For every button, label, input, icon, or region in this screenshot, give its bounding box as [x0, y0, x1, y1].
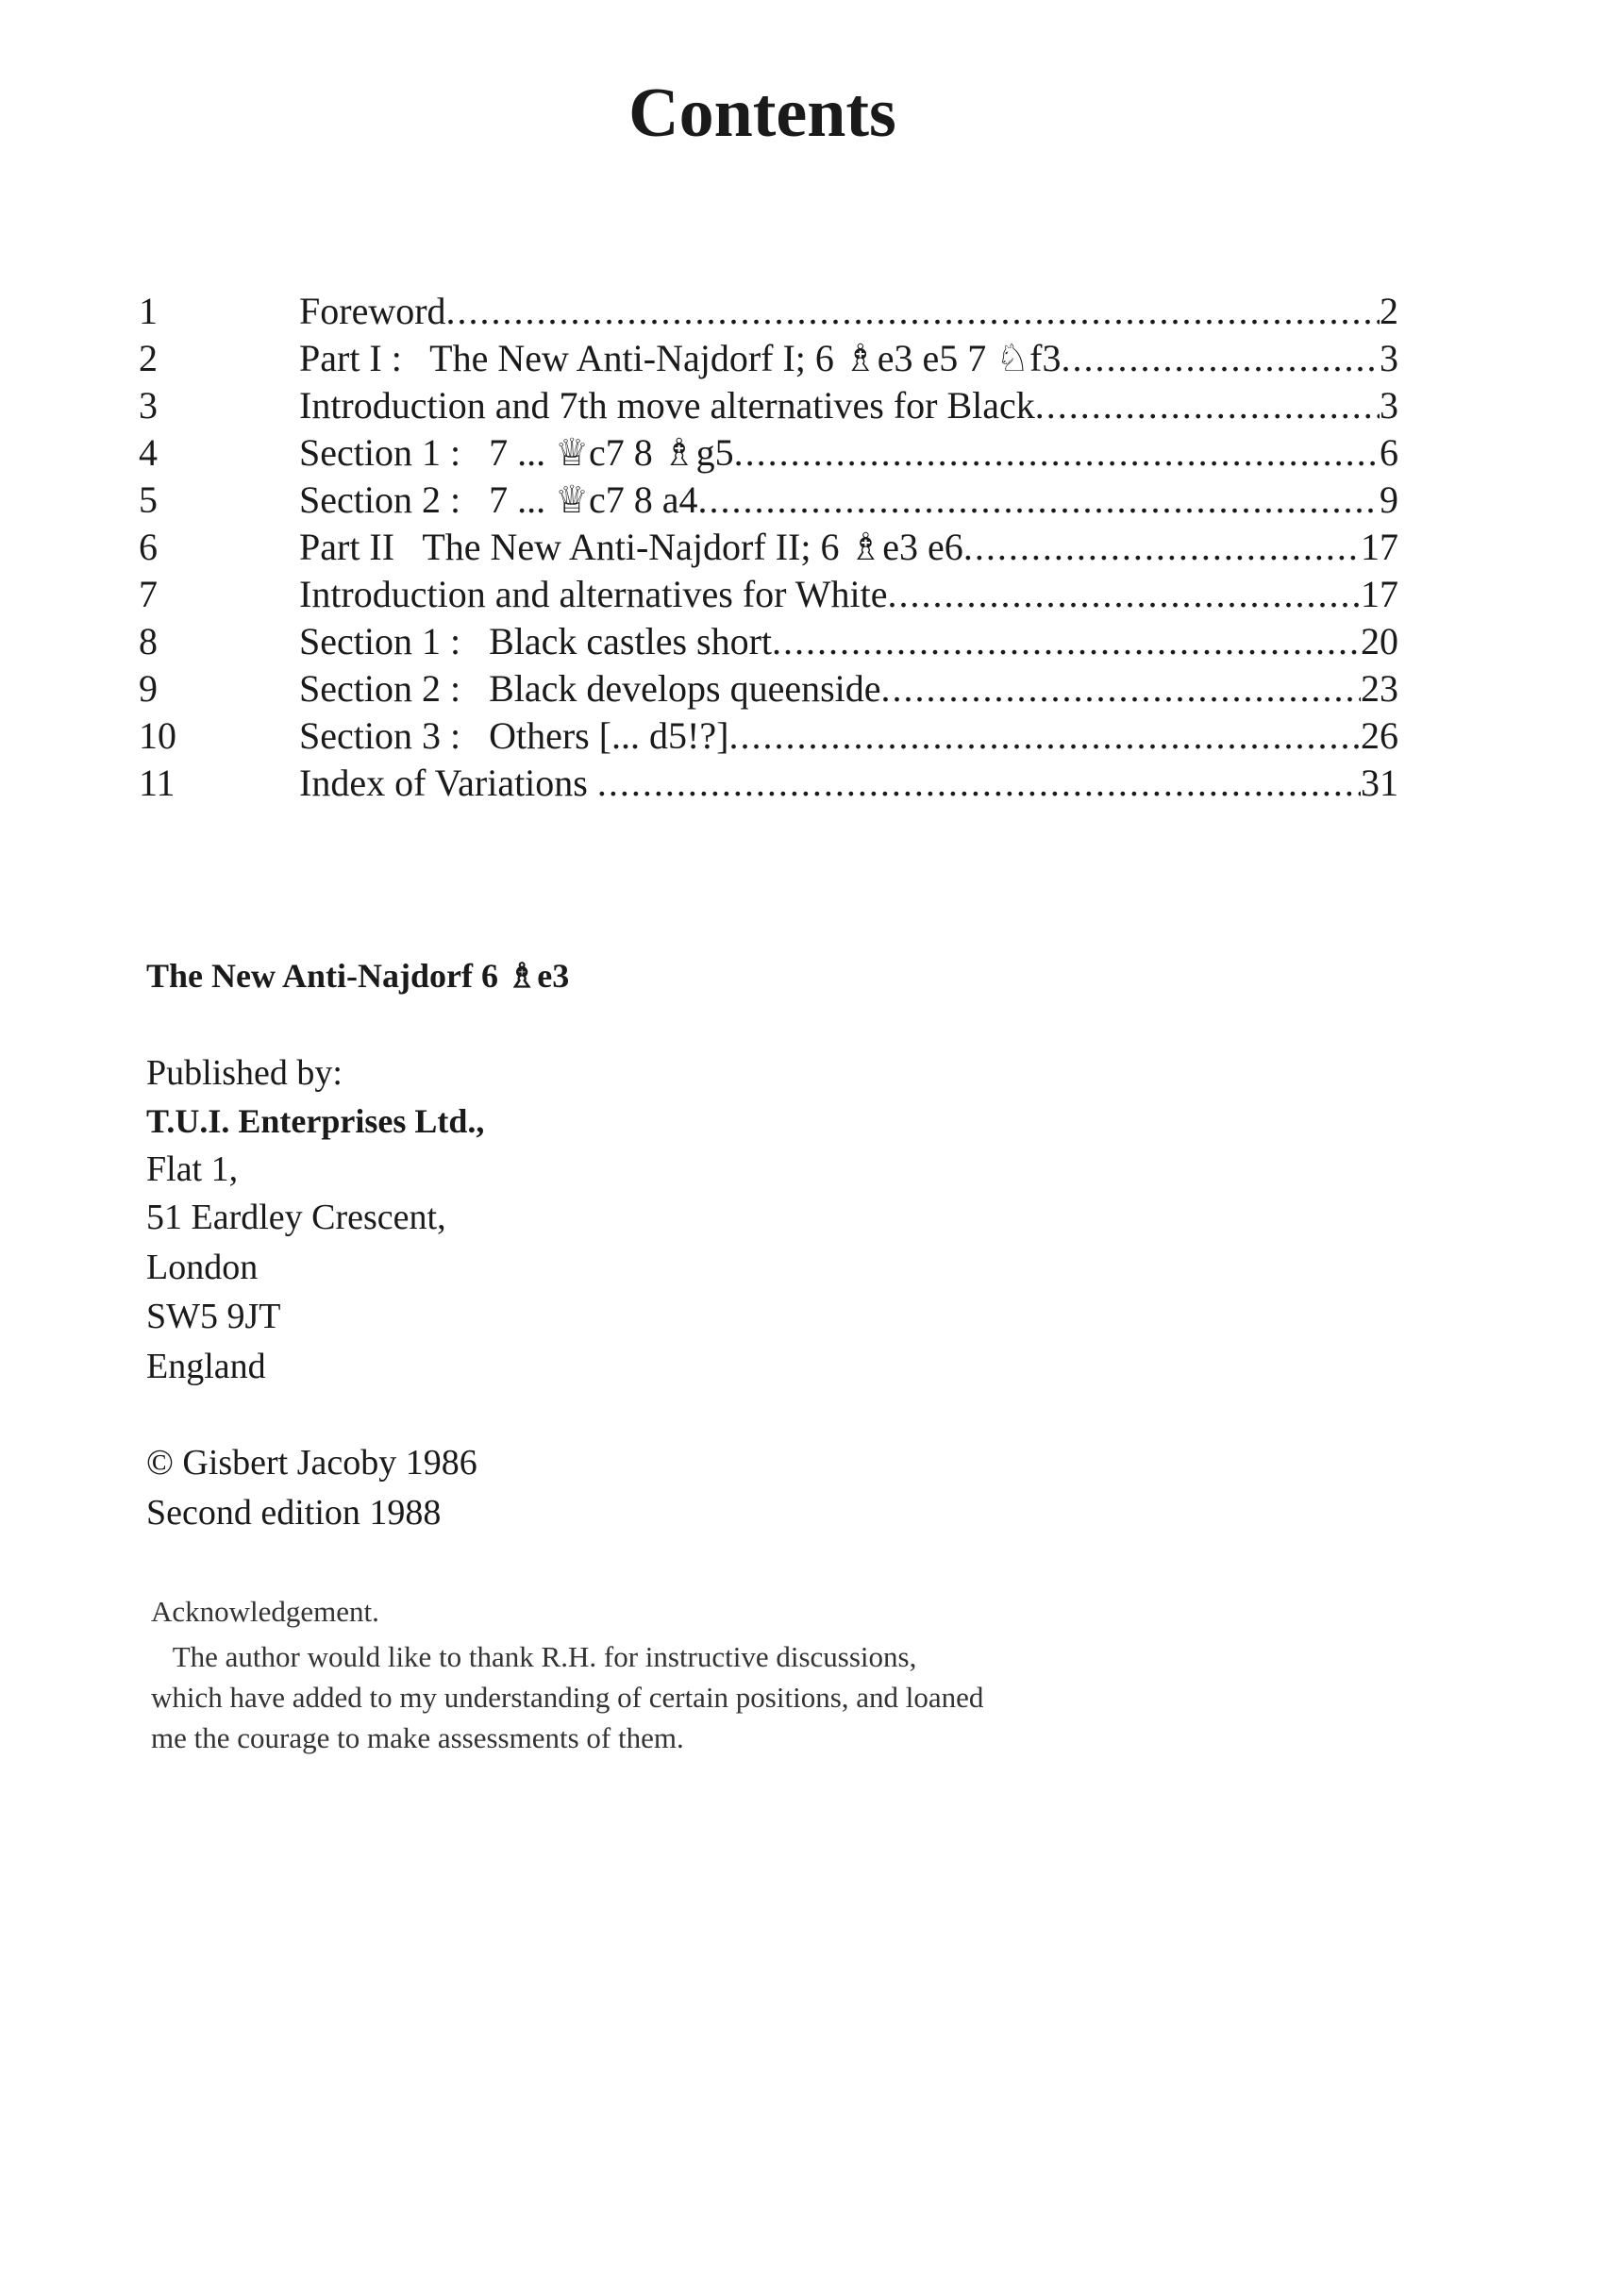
toc-number: 7 — [139, 573, 158, 615]
toc-title: Introduction and alternatives for White — [299, 573, 888, 615]
toc-page-number: 3 — [1380, 384, 1398, 427]
toc-page-number: 6 — [1380, 431, 1398, 474]
address-line: 51 Eardley Crescent, — [146, 1198, 446, 1237]
address-line: SW5 9JT — [146, 1297, 281, 1336]
dot-leader — [1035, 382, 1380, 429]
dot-leader — [881, 665, 1361, 712]
toc-number: 11 — [139, 762, 176, 804]
toc-title: Section 3 : Others [... d5!?] — [299, 714, 729, 757]
toc-page-number: 31 — [1361, 762, 1398, 804]
publisher-name: T.U.I. Enterprises Ltd., — [146, 1102, 485, 1140]
toc-number: 9 — [139, 667, 158, 710]
toc-title: Index of Variations — [299, 762, 597, 804]
acknowledgement-heading: Acknowledgement. — [151, 1595, 379, 1628]
toc-entry — [139, 335, 1398, 382]
toc-title: Introduction and 7th move alternatives for Black — [299, 384, 1035, 427]
dot-leader — [888, 571, 1362, 618]
dot-leader — [597, 760, 1361, 807]
dot-leader — [734, 429, 1380, 477]
toc-page-number: 26 — [1361, 714, 1398, 757]
copyright: © Gisbert Jacoby 1986 — [146, 1443, 477, 1483]
acknowledgement-line: The author would like to thank R.H. for instructive discussions, — [151, 1640, 917, 1673]
toc-page-number: 9 — [1380, 478, 1398, 521]
toc-title: Foreword — [299, 290, 446, 332]
toc-entry — [139, 524, 1398, 571]
toc-entry — [139, 571, 1398, 618]
toc-entry — [139, 477, 1398, 524]
toc-entry — [139, 760, 1398, 807]
dot-leader — [963, 524, 1361, 571]
toc-entry — [139, 712, 1398, 760]
published-by-label: Published by: — [146, 1053, 343, 1093]
toc-entry — [139, 429, 1398, 477]
toc-page-number: 17 — [1361, 526, 1398, 568]
dot-leader — [728, 712, 1361, 760]
toc-entry — [139, 665, 1398, 712]
dot-leader — [772, 618, 1361, 665]
address-line: London — [146, 1248, 259, 1287]
toc-page-number: 23 — [1361, 667, 1398, 710]
address-line: England — [146, 1347, 266, 1386]
page-title: Contents — [628, 75, 896, 152]
toc-number: 8 — [139, 620, 158, 662]
address-line: Flat 1, — [146, 1149, 239, 1189]
toc-number: 10 — [139, 714, 176, 757]
toc-entry — [139, 618, 1398, 665]
toc-page-number: 3 — [1380, 337, 1398, 379]
toc-title: Section 1 : 7 ... ♕c7 8 ♗g5 — [299, 431, 734, 474]
toc-number: 3 — [139, 384, 158, 427]
toc-number: 2 — [139, 337, 158, 379]
toc-number: 6 — [139, 526, 158, 568]
edition: Second edition 1988 — [146, 1493, 442, 1533]
toc-number: 5 — [139, 478, 158, 521]
toc-number: 4 — [139, 431, 158, 474]
dot-leader — [446, 288, 1380, 335]
dot-leader — [1061, 335, 1380, 382]
toc-title: Section 2 : 7 ... ♕c7 8 a4 — [299, 478, 698, 521]
toc-title: Section 2 : Black develops queenside — [299, 667, 881, 710]
acknowledgement-line: which have added to my understanding of certain positions, and loaned — [151, 1681, 984, 1714]
toc-title: Part I : The New Anti-Najdorf I; 6 ♗e3 e5 7 ♘f3 — [299, 337, 1062, 379]
acknowledgement-line: me the courage to make assessments of them. — [151, 1721, 684, 1754]
toc-entry — [139, 288, 1398, 335]
toc-title: Part II The New Anti-Najdorf II; 6 ♗e3 e6 — [299, 526, 963, 568]
toc-page-number: 2 — [1380, 290, 1398, 332]
toc-title: Section 1 : Black castles short — [299, 620, 773, 662]
toc-page-number: 20 — [1361, 620, 1398, 662]
toc-number: 1 — [139, 290, 158, 332]
toc-entry — [139, 382, 1398, 429]
dot-leader — [697, 477, 1380, 524]
book-title: The New Anti-Najdorf 6 ♗e3 — [146, 957, 570, 995]
toc-page-number: 17 — [1361, 573, 1398, 615]
